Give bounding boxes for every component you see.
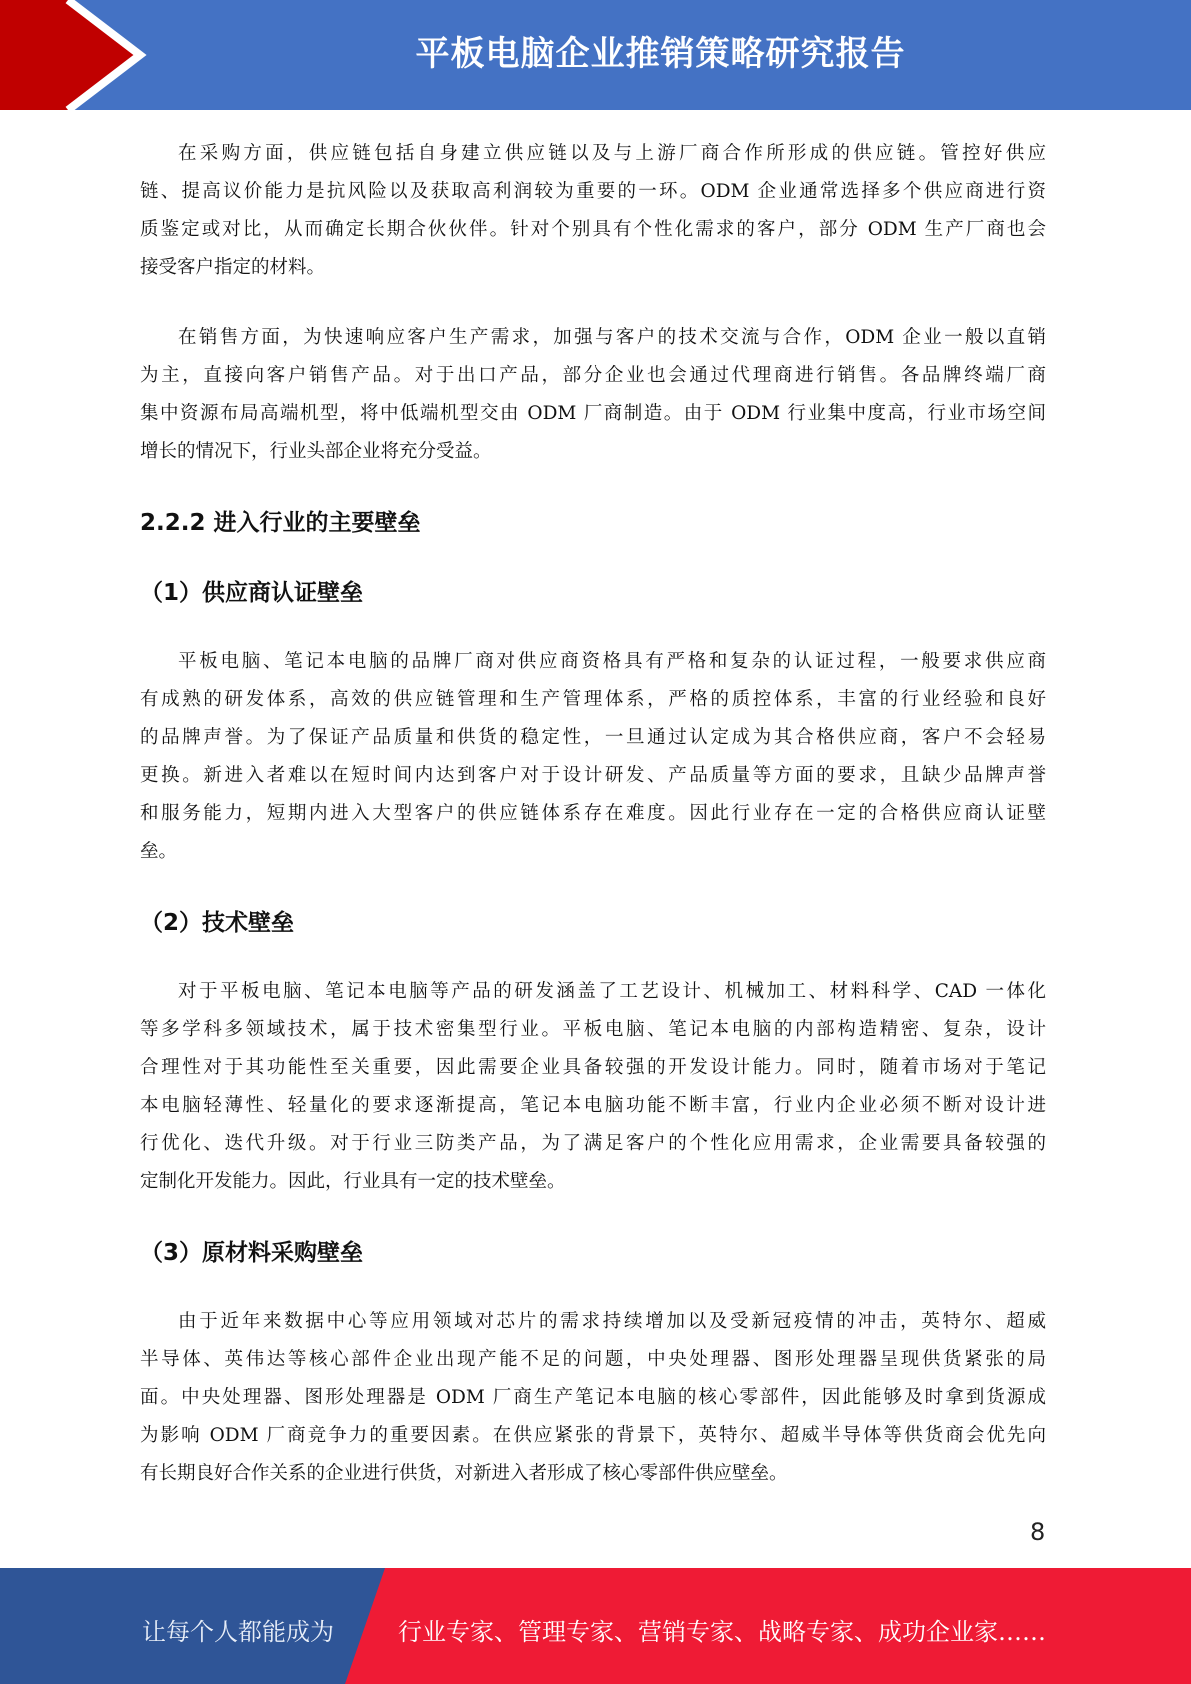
footer-slogan-right: 行业专家、管理专家、营销专家、战略专家、成功企业家…… xyxy=(398,1618,1046,1646)
document-body xyxy=(140,135,1046,1525)
paragraph xyxy=(140,319,1046,471)
paragraph-line: 有成熟的研发体系，高效的供应链管理和生产管理体系，严格的质控体系，丰富的行业经验和良好 xyxy=(140,689,1046,710)
paragraph-line: 集中资源布局高端机型，将中低端机型交由 ODM 厂商制造。由于 ODM 行业集中度高，行业市场空间 xyxy=(140,403,1046,424)
paragraph-line: 为主，直接向客户销售产品。对于出口产品，部分企业也会通过代理商进行销售。各品牌终端厂商 xyxy=(140,365,1046,386)
page-header xyxy=(0,0,1191,110)
paragraph-line: 有长期良好合作关系的企业进行供货，对新进入者形成了核心零部件供应壁垒。 xyxy=(140,1463,788,1484)
paragraph-line: 和服务能力，短期内进入大型客户的供应链体系存在难度。因此行业存在一定的合格供应商认证壁 xyxy=(140,803,1046,824)
paragraph-line: 为影响 ODM 厂商竞争力的重要因素。在供应紧张的背景下，英特尔、超威半导体等供货商会优先向 xyxy=(140,1425,1046,1446)
subsection-heading: （1）供应商认证壁垒 xyxy=(140,580,364,606)
paragraph-line: 合理性对于其功能性至关重要，因此需要企业具备较强的开发设计能力。同时，随着市场对于笔记 xyxy=(140,1057,1046,1078)
paragraph-line: 等多学科多领域技术，属于技术密集型行业。平板电脑、笔记本电脑的内部构造精密、复杂，设计 xyxy=(140,1019,1046,1040)
paragraph xyxy=(140,643,1046,871)
paragraph-line: 垒。 xyxy=(140,841,178,862)
paragraph-line: 链、提高议价能力是抗风险以及获取高利润较为重要的一环。ODM 企业通常选择多个供应商进行资 xyxy=(140,181,1046,202)
paragraph-line: 半导体、英伟达等核心部件企业出现产能不足的问题，中央处理器、图形处理器呈现供货紧张的局 xyxy=(140,1349,1046,1370)
paragraph-line: 对于平板电脑、笔记本电脑等产品的研发涵盖了工艺设计、机械加工、材料科学、CAD 一体化 xyxy=(178,981,1046,1002)
paragraph-line: 由于近年来数据中心等应用领域对芯片的需求持续增加以及受新冠疫情的冲击，英特尔、超威 xyxy=(178,1311,1046,1332)
paragraph-line: 质鉴定或对比，从而确定长期合伙伙伴。针对个别具有个性化需求的客户，部分 ODM 生产厂商也会 xyxy=(140,219,1046,240)
page-footer xyxy=(0,1568,1191,1684)
paragraph-line: 面。中央处理器、图形处理器是 ODM 厂商生产笔记本电脑的核心零部件，因此能够及时拿到货源成 xyxy=(140,1387,1046,1408)
paragraph-line: 定制化开发能力。因此，行业具有一定的技术壁垒。 xyxy=(140,1171,566,1192)
paragraph xyxy=(140,973,1046,1201)
subsection-heading: （2）技术壁垒 xyxy=(140,910,295,936)
paragraph-line: 接受客户指定的材料。 xyxy=(140,257,326,278)
subsection-heading: （3）原材料采购壁垒 xyxy=(140,1240,364,1266)
paragraph-line: 更换。新进入者难以在短时间内达到客户对于设计研发、产品质量等方面的要求，且缺少品牌声誉 xyxy=(140,765,1046,786)
paragraph-line: 的品牌声誉。为了保证产品质量和供货的稳定性，一旦通过认定成为其合格供应商，客户不会轻易 xyxy=(140,727,1046,748)
paragraph xyxy=(140,135,1046,287)
paragraph-line: 行优化、迭代升级。对于行业三防类产品，为了满足客户的个性化应用需求，企业需要具备较强的 xyxy=(140,1133,1046,1154)
document-title: 平板电脑企业推销策略研究报告 xyxy=(415,34,906,74)
footer-slogan-left: 让每个人都能成为 xyxy=(142,1618,334,1646)
paragraph-line: 增长的情况下，行业头部企业将充分受益。 xyxy=(140,441,492,462)
page-number: 8 xyxy=(1030,1518,1046,1546)
section-heading: 2.2.2 进入行业的主要壁垒 xyxy=(140,510,421,536)
paragraph xyxy=(140,1303,1046,1493)
paragraph-line: 在采购方面，供应链包括自身建立供应链以及与上游厂商合作所形成的供应链。管控好供应 xyxy=(178,143,1046,164)
paragraph-line: 平板电脑、笔记本电脑的品牌厂商对供应商资格具有严格和复杂的认证过程，一般要求供应商 xyxy=(178,651,1046,672)
paragraph-line: 本电脑轻薄性、轻量化的要求逐渐提高，笔记本电脑功能不断丰富，行业内企业必须不断对设计进 xyxy=(140,1095,1046,1116)
paragraph-line: 在销售方面，为快速响应客户生产需求，加强与客户的技术交流与合作，ODM 企业一般以直销 xyxy=(178,327,1046,348)
